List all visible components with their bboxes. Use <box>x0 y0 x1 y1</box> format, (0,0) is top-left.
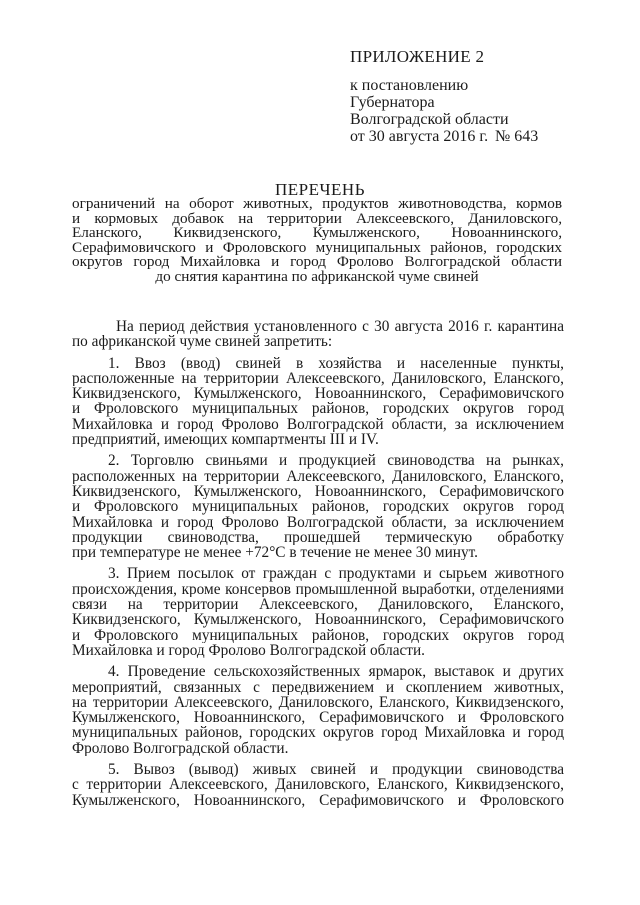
text-line: 2. Торговлю свиньями и продукцией свиноводства на рынках, <box>108 453 564 469</box>
text-line: Киквидзенского, Кумылженского, Новоаннинского, Серафимовичского <box>72 386 564 402</box>
subtitle-line: округов город Михайловка и город Фролово Волгоградской области <box>72 253 562 271</box>
text-line: 3. Прием посылок от граждан с продуктами и сырьем животного <box>108 566 564 582</box>
subtitle-line: до снятия карантина по африканской чуме свиней <box>155 267 479 285</box>
text-line: и Фроловского муниципальных районов, городских округов город <box>72 627 564 643</box>
text-line: при температуре не менее +72°C в течение не менее 30 минут. <box>72 545 478 561</box>
subtitle-line: ограничений на оборот животных, продуктов животноводства, кормов <box>72 195 562 212</box>
subtitle-line: и кормовых добавок на территории Алексеевского, Даниловского, <box>72 209 562 227</box>
text-line: и Фроловского муниципальных районов, городских округов город <box>72 499 564 515</box>
text-line: Михайловка и город Фролово Волгоградской области, за исключением <box>72 514 564 530</box>
item-paragraph-5 <box>72 762 564 808</box>
text-line: 5. Вывоз (вывод) живых свиней и продукции свиноводства <box>108 762 564 778</box>
text-line: предприятий, имеющих компартменты III и IV. <box>72 432 379 448</box>
item-paragraph-2 <box>72 453 564 560</box>
subtitle-line: Еланского, Киквидзенского, Кумылженского, Новоаннинского, <box>72 224 562 242</box>
text-line: с территории Алексеевского, Даниловского, Еланского, Киквидзенского, <box>72 777 564 793</box>
item-paragraph-4 <box>72 664 564 756</box>
text-line: Михайловка и город Фролово Волгоградской области, за исключением <box>72 416 564 433</box>
text-line: и Фроловского муниципальных районов, городских округов город <box>72 401 564 417</box>
text-line: по африканской чуме свиней запретить: <box>72 334 333 350</box>
text-line: мероприятий, связанных с передвижением и скоплением животных, <box>72 679 564 695</box>
text-line: происхождения, кроме консервов промышленной выработки, отделениями <box>72 581 564 598</box>
decree-number: № 643 <box>495 128 539 145</box>
appendix-ref-line: к постановлению <box>350 77 469 94</box>
subtitle-line: Серафимовичского и Фроловского муниципальных районов, городских <box>72 238 562 256</box>
text-line: Киквидзенского, Кумылженского, Новоаннинского, Серафимовичского <box>72 612 564 628</box>
document-subtitle <box>72 197 562 285</box>
decree-date: от 30 августа 2016 г. <box>350 128 489 145</box>
text-line: Кумылженского, Новоаннинского, Серафимовичского и Фроловского <box>72 792 564 808</box>
text-line: связи на территории Алексеевского, Даниловского, Еланского, <box>72 597 564 613</box>
text-line: продукции свиноводства, прошедшей термическую обработку <box>72 529 564 546</box>
document-title: ПЕРЕЧЕНЬ <box>275 180 365 199</box>
appendix-block <box>350 48 580 128</box>
text-line: расположенные на территории Алексеевского, Даниловского, Еланского, <box>72 370 564 387</box>
item-paragraph-3 <box>72 566 564 658</box>
text-line: муниципальных районов, городских округов город Михайловка и город <box>72 725 564 741</box>
document-body <box>72 319 564 808</box>
text-line: Кумылженского, Новоаннинского, Серафимовичского и Фроловского <box>72 710 564 726</box>
text-line: Михайловка и город Фролово Волгоградской области. <box>72 642 425 659</box>
text-line: на территории Алексеевского, Даниловского, Еланского, Киквидзенского, <box>72 694 564 711</box>
text-line: Киквидзенского, Кумылженского, Новоаннинского, Серафимовичского <box>72 483 564 500</box>
appendix-title: ПРИЛОЖЕНИЕ 2 <box>350 47 485 66</box>
item-paragraph-1 <box>72 356 564 448</box>
appendix-ref-line: Губернатора <box>350 94 435 111</box>
text-line: 4. Проведение сельскохозяйственных ярмарок, выставок и других <box>108 664 564 680</box>
text-line: расположенных на территории Алексеевского, Даниловского, Еланского, <box>72 468 564 484</box>
text-line: Фролово Волгоградской области. <box>72 740 289 757</box>
decree-date-line <box>350 128 580 145</box>
text-line: 1. Ввоз (ввод) свиней в хозяйства и населенные пункты, <box>108 355 564 371</box>
appendix-ref-line: Волгоградской области <box>350 111 509 128</box>
intro-paragraph <box>72 319 564 350</box>
text-line: На период действия установленного с 30 августа 2016 г. карантина <box>116 319 564 335</box>
